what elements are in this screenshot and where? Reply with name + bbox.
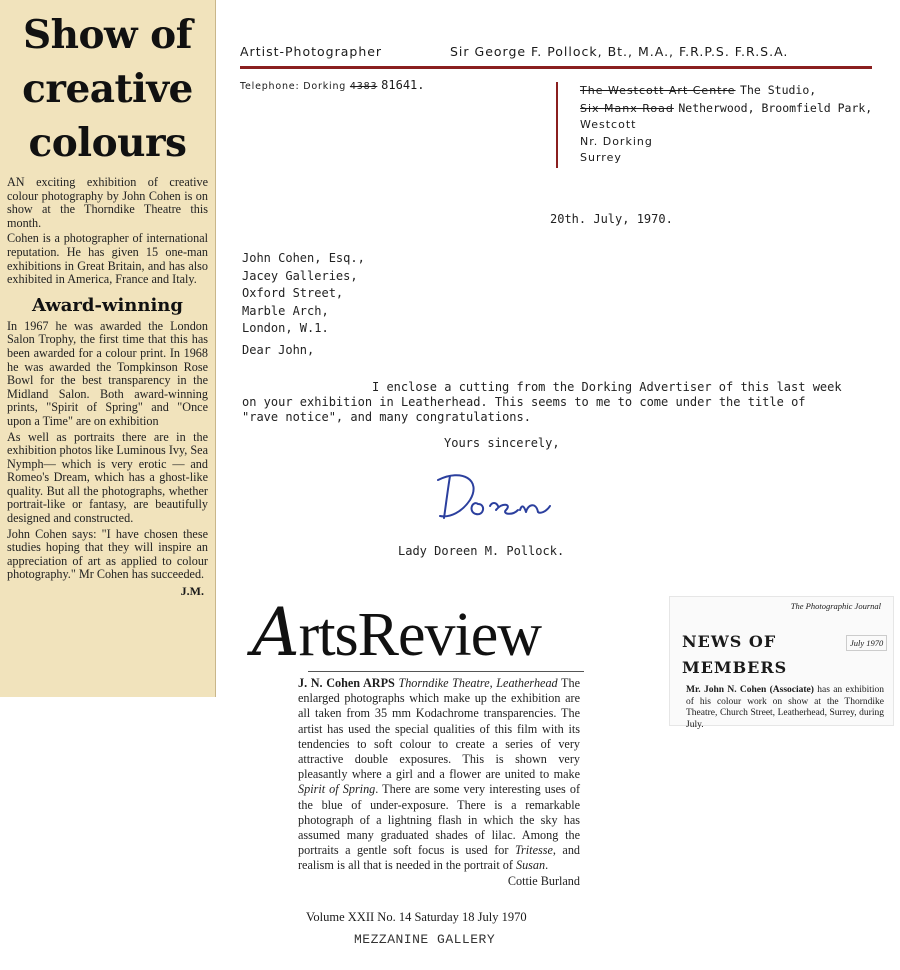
cutting-paragraph: John Cohen says: "I have chosen these studies hoping that they will inspire an appreciation of art as applied to colour photography." Mr Cohen has succeeded. (7, 526, 208, 582)
cutting-headline: Show of creative colours (22, 12, 193, 166)
arts-review-venue: Thorndike Theatre, Leatherhead (398, 676, 558, 690)
address-struck: Six Manx Road (580, 101, 674, 115)
letter-body: I enclose a cutting from the Dorking Advertiser of this last week on your exhibition in Leatherhead. This seems to me to come under the title of "rave notice", and many congratulations. (242, 380, 842, 424)
cutting-signature: J.M. (180, 584, 204, 599)
letter-closing: Yours sincerely, (444, 436, 560, 450)
letter-signer: Lady Doreen M. Pollock. (398, 544, 565, 558)
cutting-paragraph: AN exciting exhibition of creative colour photography by John Cohen is on show at the Thorndike Theatre this month. (7, 175, 208, 230)
cutting-paragraph: Cohen is a photographer of international reputation. He has given 15 one-man exhibitions in Great Britain, and has also exhibited in America, France and Italy. (7, 231, 208, 287)
address-struck: The Westcott Art Centre (580, 84, 736, 97)
letterhead-divider (556, 82, 558, 168)
cutting-subheading: Award-winning (32, 294, 183, 316)
arts-review-artist: J. N. Cohen ARPS (298, 676, 395, 690)
cutting-paragraph: In 1967 he was awarded the London Salon Trophy, the first time that this has been awarded for a colour print. In 1968 he was awarded the Tompkinson Rose Bowl for the best transparency in the Midland Salon. Both award-winning prints, "Spirit of Spring" and "Once upon a Time" are on exhibition (7, 318, 208, 428)
journal-title: NEWS OF MEMBERS (682, 632, 788, 677)
letterhead-address: The Westcott Art Centre The Studio, Six Manx Road Netherwood, Broomfield Park, Westcott Nr. Dorking Surrey (580, 83, 873, 164)
letterhead-telephone: Telephone: Dorking 4383 81641. (240, 78, 425, 92)
gallery-stamp: MEZZANINE GALLERY (354, 932, 496, 947)
letterhead-rule (240, 66, 872, 69)
photographic-journal-cutting (669, 596, 894, 730)
telephone-number: 81641. (381, 78, 425, 92)
newspaper-cutting (0, 0, 216, 697)
arts-review-volume: Volume XXII No. 14 Saturday 18 July 1970 (306, 910, 527, 924)
letterhead-profession: Artist-Photographer (240, 44, 383, 59)
journal-body: Mr. John N. Cohen (Associate) has an exhibition of his colour work on show at the Thorndike Theatre, Church Street, Leatherhead, Surrey, during July. (686, 685, 885, 730)
cutting-paragraph: As well as portraits there are in the exhibition photos like Luminous Ivy, Sea Nymph— which is very erotic — and Romeo's Dream, which has a ghost-like quality. But all the photographs, whether portrait-like or fantasy, are beautifully designed and constructed. (7, 429, 208, 526)
journal-header: The Photographic Journal (790, 601, 881, 611)
arts-review-rule (308, 671, 584, 672)
arts-review-byline: Cottie Burland (507, 873, 580, 888)
telephone-struck-exchange: 4383 (349, 81, 378, 92)
letter-recipient: John Cohen, Esq., Jacey Galleries, Oxford Street, Marble Arch, London, W.1. (242, 251, 365, 336)
arts-review-masthead: ArtsReview (252, 594, 542, 671)
letter-salutation: Dear John, (242, 343, 315, 357)
letterhead-name: Sir George F. Pollock, Bt., M.A., F.R.P.S. F.R.S.A. (450, 44, 789, 59)
handwritten-signature (432, 466, 562, 526)
journal-date: July 1970 (846, 635, 887, 651)
arts-review-article: J. N. Cohen ARPS Thorndike Theatre, Leatherhead The enlarged photographs which make up the exhibition are all taken from 35 mm Kodachrome transparencies. The artist has used the special qualities of this film with its tendencies to soft colour to create a series of very attractive double exposures. This is shown very pleasantly where a girl and a flower are united to make Spirit of Spring. There are some very interesting uses of the blue of under-exposure. There is a remarkable photograph of a lightning flash in which the sky has assumed many graduated shades of lilac. Among the portraits a gentle soft focus is used for Tritesse, and realism is all that is needed in the portrait of Susan. Cottie Burland (298, 676, 581, 888)
letter (218, 0, 900, 578)
letter-date: 20th. July, 1970. (550, 212, 673, 226)
